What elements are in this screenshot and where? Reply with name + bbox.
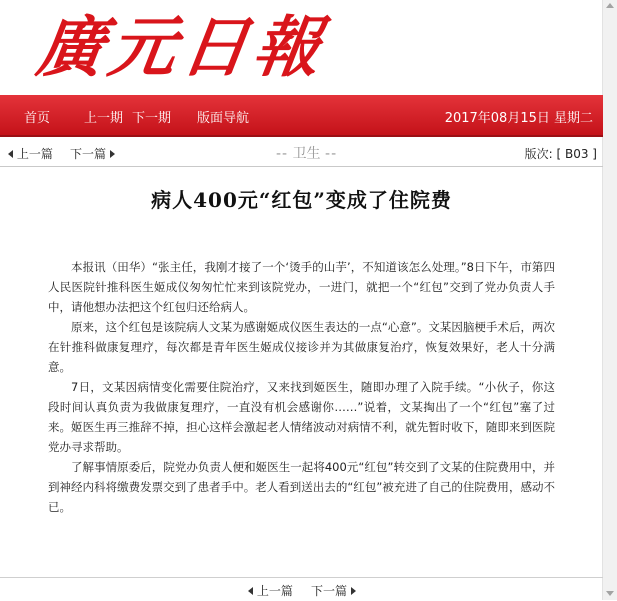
section-name-label: 卫生 — [292, 146, 321, 162]
bottom-nav-bar — [0, 577, 603, 601]
article-paragraph: 了解事情原委后，院党办负责人便和姬医生一起将400元“红包”转交到了文某的住院费用中，并到神经内科将缴费发票交到了患者手中。老人看到送出去的“红包”被充进了自己的住院费用，感动不已。 — [48, 460, 555, 514]
scroll-down-arrow-icon[interactable] — [606, 591, 614, 596]
article-title: 病人400元“红包”变成了住院费 — [151, 188, 452, 212]
prev-article-link[interactable] — [8, 145, 53, 162]
nav-home-link[interactable]: 首页 — [24, 111, 51, 126]
nav-next-issue-link[interactable]: 下一期 — [132, 111, 172, 126]
section-dash-right: -- — [325, 146, 338, 162]
next-article-link[interactable] — [70, 145, 115, 162]
bottom-next-article-link[interactable] — [311, 582, 356, 599]
left-triangle-icon — [248, 587, 253, 595]
article-body — [48, 257, 555, 517]
article-paragraph: 原来，这个红包是该院病人文某为感谢姬成仪医生表达的一点“心意”。文某因脑梗手术后，两次在针推科做康复理疗，每次都是青年医生姬成仪接诊并为其做康复治疗，恢复效果好，老人十分满意。 — [48, 320, 555, 374]
page-version-label: 版次: [ B03 ] — [524, 147, 597, 161]
issue-date: 2017年08月15日 星期二 — [444, 111, 593, 126]
article-paragraph: 7日，文某因病情变化需要住院治疗，又来找到姬医生，随即办理了入院手续。“小伙子，你这段时间认真负责为我做康复理疗，一直没有机会感谢你……”说着，文某掏出了一个“红包”塞了过来。姬医生再三推辞不掉，担心这样会激起老人情绪波动对病情不利，就先暂时收下，随即来到医院党办寻求帮助。 — [48, 380, 555, 454]
article-paragraph: 本报讯（田华）“张主任，我刚才接了一个‘烫手的山芋’，不知道该怎么处理。”8日下午，市第四人民医院针推科医生姬成仪匆匆忙忙来到该院党办，一进门，就把一个“红包”交到了党办负责人手中，请他想办法把这个红包归还给病人。 — [48, 260, 555, 314]
section-title — [276, 143, 337, 163]
bottom-next-article-label: 下一篇 — [311, 584, 348, 598]
next-article-label: 下一篇 — [70, 147, 107, 161]
nav-prev-issue-link[interactable]: 上一期 — [84, 111, 124, 126]
newspaper-logo: 廣元日報 — [32, 8, 332, 86]
masthead — [0, 0, 603, 95]
section-bar — [0, 138, 603, 167]
bottom-prev-article-link[interactable] — [248, 582, 293, 599]
scroll-up-arrow-icon[interactable] — [606, 3, 614, 8]
bottom-prev-article-label: 上一篇 — [256, 584, 293, 598]
right-triangle-icon — [351, 587, 356, 595]
top-nav-bar — [0, 95, 603, 137]
vertical-scrollbar[interactable] — [602, 0, 617, 600]
right-triangle-icon — [110, 150, 115, 158]
section-dash-left: -- — [276, 146, 289, 162]
nav-layout-link[interactable]: 版面导航 — [197, 111, 250, 126]
prev-article-label: 上一篇 — [16, 147, 53, 161]
left-triangle-icon — [8, 150, 13, 158]
